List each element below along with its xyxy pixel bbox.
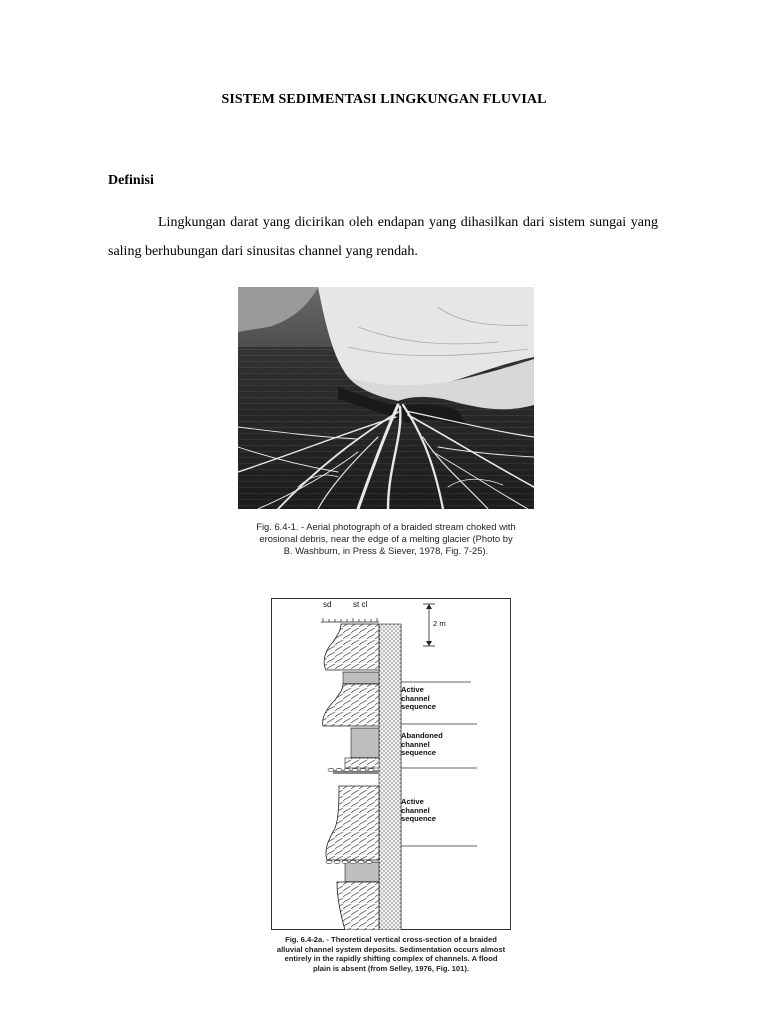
definition-paragraph: Lingkungan darat yang dicirikan oleh endapan yang dihasilkan dari sistem sungai yang saling berhubungan dari sinusitas channel yang rendah. bbox=[108, 215, 658, 259]
aerial-photo-image bbox=[238, 287, 534, 509]
label-line: Active bbox=[401, 797, 424, 806]
caption-line: Fig. 6.4-1. - Aerial photograph of a braided stream choked with bbox=[256, 521, 516, 532]
figure-2-caption bbox=[266, 935, 516, 973]
label-line: channel bbox=[401, 739, 430, 749]
cross-section-figure bbox=[271, 598, 511, 930]
axis-label-st-cl: st cl bbox=[353, 600, 368, 609]
section-heading: Definisi bbox=[108, 173, 154, 188]
caption-line: plain is absent (from Selley, 1976, Fig. 101). bbox=[312, 963, 469, 973]
page-title: SISTEM SEDIMENTASI LINGKUNGAN FLUVIAL bbox=[221, 92, 547, 107]
aerial-photo-figure bbox=[238, 287, 534, 509]
label-line: sequence bbox=[401, 702, 437, 712]
label-line: sequence bbox=[401, 814, 437, 824]
caption-line: Fig. 6.4-2a. - Theoretical vertical cross-section of a braided bbox=[285, 935, 497, 944]
label-line: Active bbox=[401, 685, 424, 694]
caption-line: alluvial channel system deposits. Sedimentation occurs almost bbox=[276, 944, 506, 954]
stratigraphic-column bbox=[271, 598, 511, 930]
caption-line: erosional debris, near the edge of a melting glacier (Photo by bbox=[259, 533, 513, 544]
axis-label-sd: sd bbox=[323, 600, 332, 609]
abandoned-channel-sequence-label bbox=[401, 732, 443, 758]
figure-1-caption bbox=[228, 521, 544, 557]
label-line: Abandoned bbox=[401, 731, 443, 740]
caption-line: B. Washburn, in Press & Siever, 1978, Fig. 7-25). bbox=[283, 545, 489, 556]
label-line: channel bbox=[401, 805, 430, 815]
active-channel-sequence-label bbox=[401, 686, 436, 712]
label-line: sequence bbox=[401, 748, 437, 758]
scale-label: 2 m bbox=[433, 619, 446, 628]
label-line: channel bbox=[401, 693, 430, 703]
active-channel-sequence-label-lower bbox=[401, 798, 436, 824]
caption-line: entirely in the rapidly shifting complex of channels. A flood bbox=[284, 954, 498, 964]
